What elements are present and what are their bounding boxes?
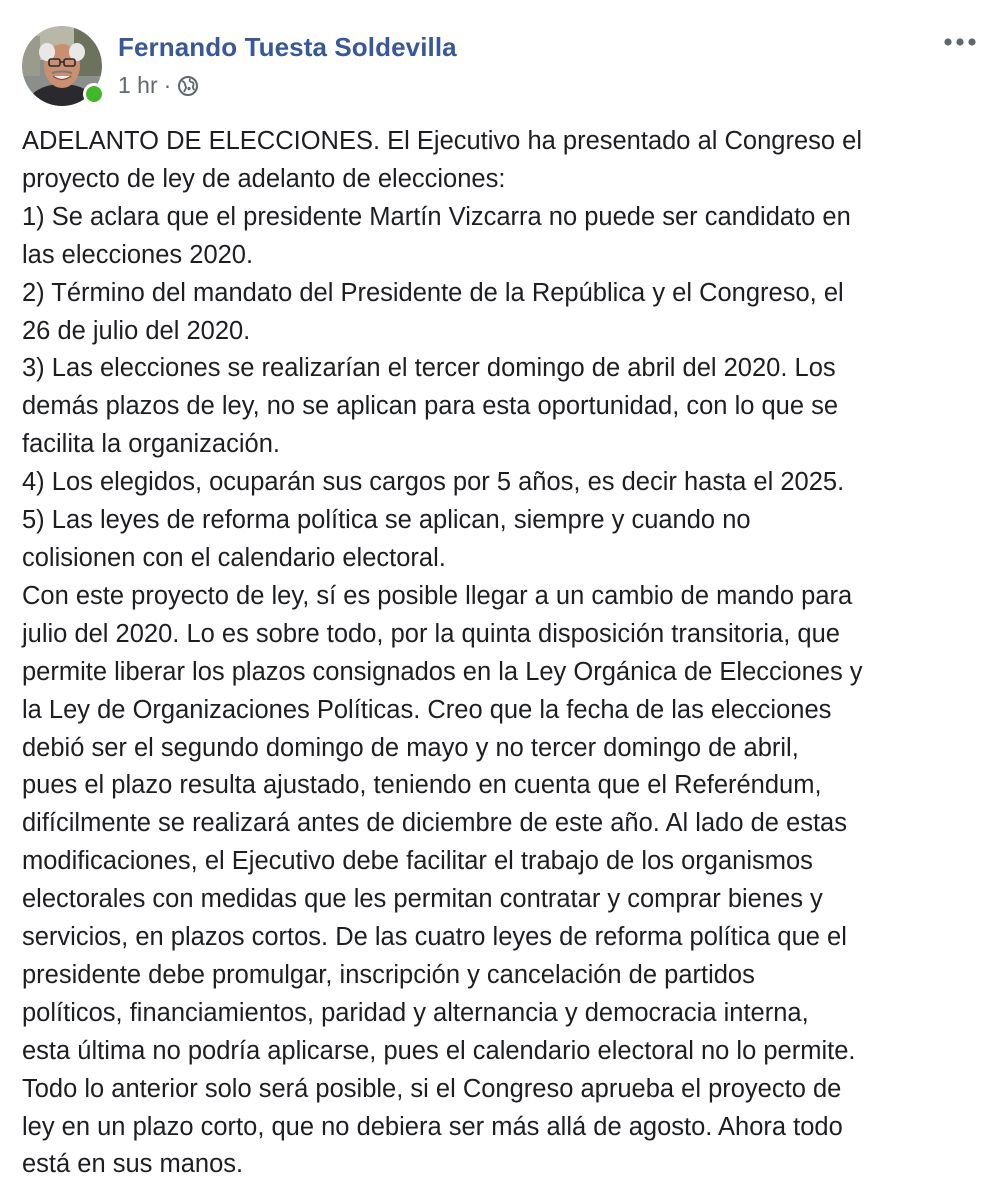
globe-icon[interactable] [177, 75, 199, 97]
post-text-line: 5) Las leyes de reforma política se aplican, siempre y cuando no [22, 506, 751, 535]
post-options-button[interactable] [940, 30, 980, 54]
post-meta [118, 72, 199, 99]
post-text-line: ley en un plazo corto, que no debiera ser más allá de agosto. Ahora todo [22, 1112, 843, 1141]
post-text-line: presidente debe promulgar, inscripción y cancelación de partidos [22, 960, 755, 989]
post-text-line: Con este proyecto de ley, sí es posible llegar a un cambio de mando para [22, 581, 853, 610]
post-body-text [22, 123, 986, 1184]
online-status-indicator [83, 83, 105, 105]
author-avatar[interactable] [22, 26, 102, 106]
ellipsis-icon [943, 37, 977, 47]
post-text-line: servicios, en plazos cortos. De las cuatro leyes de reforma política que el [22, 923, 847, 952]
post-text-line: está en sus manos. [22, 1150, 244, 1179]
post-text-line: colisionen con el calendario electoral. [22, 543, 446, 572]
post-text-line: debió ser el segundo domingo de mayo y no tercer domingo de abril, [22, 733, 799, 762]
post-text-line: julio del 2020. Lo es sobre todo, por la quinta disposición transitoria, que [22, 619, 840, 648]
post-text-line: ADELANTO DE ELECCIONES. El Ejecutivo ha presentado al Congreso el [22, 127, 863, 155]
post-text-line: 3) Las elecciones se realizarían el tercer domingo de abril del 2020. Los [22, 354, 836, 383]
post-text-line: modificaciones, el Ejecutivo debe facilitar el trabajo de los organismos [22, 847, 813, 876]
post-text-line: las elecciones 2020. [22, 240, 254, 269]
post-header [22, 24, 982, 108]
post-text-line: permite liberar los plazos consignados en la Ley Orgánica de Elecciones y [22, 657, 863, 686]
post-text-line: 4) Los elegidos, ocuparán sus cargos por 5 años, es decir hasta el 2025. [22, 468, 845, 497]
post-timestamp[interactable]: 1 hr [118, 72, 158, 98]
post-text-line: proyecto de ley de adelanto de elecciones: [22, 164, 506, 193]
author-name-link[interactable]: Fernando Tuesta Soldevilla [118, 32, 457, 62]
post-text-line: Todo lo anterior solo será posible, si el Congreso aprueba el proyecto de [22, 1074, 842, 1103]
post-text-line: facilita la organización. [22, 430, 280, 459]
post-text-line: 1) Se aclara que el presidente Martín Vizcarra no puede ser candidato en [22, 202, 851, 231]
post-text-line: pues el plazo resulta ajustado, teniendo en cuenta que el Referéndum, [22, 771, 822, 800]
post-text-line: 2) Término del mandato del Presidente de la República y el Congreso, el [22, 278, 844, 307]
post-text-line: 26 de julio del 2020. [22, 316, 251, 345]
post-text-line: electorales con medidas que les permitan contratar y comprar bienes y [22, 885, 823, 914]
post-text-line: la Ley de Organizaciones Políticas. Creo que la fecha de las elecciones [22, 695, 832, 724]
post-text-line: políticos, financiamientos, paridad y alternancia y democracia interna, [22, 998, 809, 1027]
post-text-line: esta última no podría aplicarse, pues el calendario electoral no lo permite. [22, 1036, 856, 1065]
meta-separator: · [163, 72, 172, 98]
post-text-line: difícilmente se realizará antes de diciembre de este año. Al lado de estas [22, 809, 847, 838]
post-text-line: demás plazos de ley, no se aplican para esta oportunidad, con lo que se [22, 392, 839, 421]
